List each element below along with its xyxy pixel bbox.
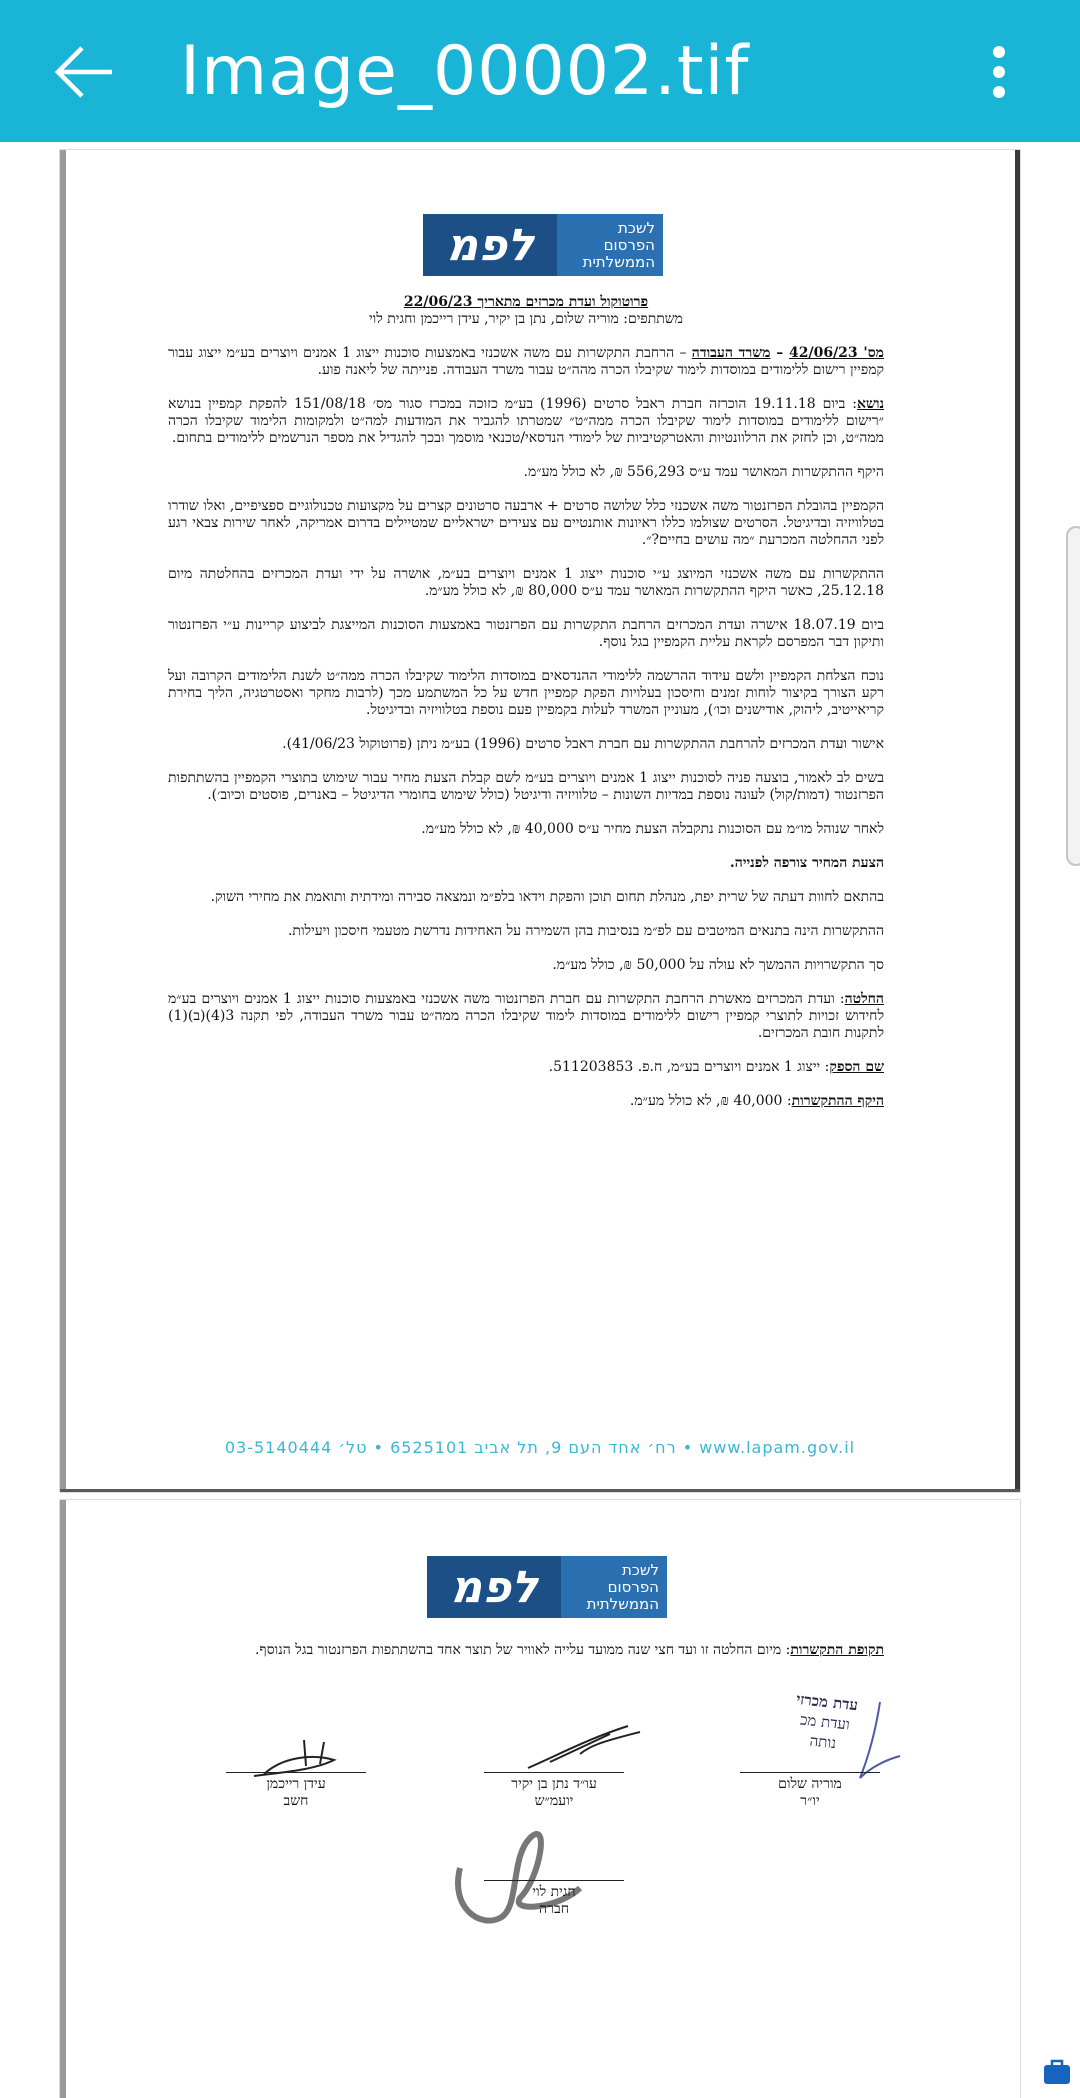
document-page-2 <box>60 1500 1020 2098</box>
subject-paragraph: נושא: ביום 19.11.18 הוכרזה חברת ראבל סרטים (1996) בע״מ כזוכה במכרז סגור מס׳ 151/08/18 להפקת קמפיין בנושא ״רישום ללימודים במוסדות לימוד שקיבלו הכרה ממה״ט״ שמטרתו להגביר את המודעות למה״ט ולמקומות הלימוד שקיבלו הכרה ממה״ט, וכן לחזק את הרלוונטיות והאטרקטיביות של לימודי הנדסאי/טכנאי מוסמך ובכך להגדיל את מספר הנרשמים ללימודים בתחום. <box>168 396 885 446</box>
item-ministry: משרד העבודה <box>691 345 771 361</box>
contract-paragraph: ההתקשרות עם משה אשכנזי המיוצג ע״י סוכנות ייצוג 1 אמנים ויוצרים בע״מ, אושרה על ידי ועדת המכרזים בהחלטתה מיום 25.12.18, כאשר היקף ההתקשרות המאושר עמד ע״ס 80,000 ₪, לא כולל מע״מ. <box>168 566 884 599</box>
decision-paragraph: החלטה: ועדת המכרזים מאשרת הרחבת התקשרות עם חברת הפרזנטור משה אשכנזי באמצעות סוכנות ייצוג 1 אמנים ויוצרים בע״מ לחידוש זכויות לתוצרי קמפיין רישום ללימודים במוסדות לימוד שקיבלו הכרה ממה״ט עבור משרד העבודה, לפי תקנה 3(4)(ב)(1) לתקנות חובת המכרזים. <box>168 991 884 1041</box>
protocol-heading: פרוטוקול ועדת מכרזים מתאריך 22/06/23 <box>403 294 649 310</box>
lapam-logo <box>427 1556 667 1618</box>
page-footer: רח׳ אחד העם 9, תל אביב 6525101 • טל׳ 03-5140444 • www.lapam.gov.il <box>224 1438 856 1457</box>
more-vertical-icon[interactable] <box>984 44 1014 100</box>
scan-edge-left <box>60 150 66 1492</box>
amount-paragraph: היקף ההתקשרות: 40,000 ₪, לא כולל מע״מ. <box>629 1093 884 1109</box>
committee-stamp: עדת מכרזי ועדת מכ נותה <box>795 1689 859 1753</box>
signatory-chair: מוריה שלום יו״ר <box>740 1772 880 1810</box>
app-bar <box>0 0 1080 142</box>
success-paragraph: נוכח הצלחת הקמפיין ולשם עידוד ההרשמה ללימודי ההנדסאים במוסדות הלימוד שקיבלו הכרה ממה״ט לשנת הלימודים הקרובה ועל רקע הצורך בקיצור לוחות זמנים וחיסכון בעלויות הפקת קמפיין חדש על כל המשתמע מכך (לרבות מחקר ואסטרטגיה, הליך בחירת קריאייטיב, ליהוק, אודישנים וכו׳), מעוניין המשרד לעלות בקמפיין פעם נוספת בטלוויזיה ובדיגיטל. <box>168 668 884 718</box>
scrollbar-thumb[interactable] <box>1066 526 1080 866</box>
signatory-member: חגית לוי חברה <box>484 1880 624 1918</box>
signatory-legal-advisor: עו״ד נתן בן יקיר יועמ״ש <box>484 1772 624 1810</box>
file-title: Image_00002.tif <box>180 32 750 111</box>
signatory-accountant: עידן רייכמן חשב <box>226 1772 366 1810</box>
logo-subtext: לשכת הפרסום הממשלתית <box>557 214 663 276</box>
item-number: מס' 42/06/23 <box>788 345 884 361</box>
scan-edge-left <box>60 1500 66 2098</box>
logo-subtext: לשכת הפרסום הממשלתית <box>561 1556 667 1618</box>
logo-main-text: לפמ <box>423 214 557 276</box>
participants: משתתפים: מוריה שלום, נתן בן יקיר, עידן רייכמן וחגית לוי <box>369 311 683 327</box>
document-viewer[interactable] <box>0 142 1080 2098</box>
extension-paragraph: ביום 18.07.19 אישרה ועדת המכרזים הרחבת התקשרות עם הפרזנטור באמצעות הסוכנות המייצגת לביצוע קריינות ע״י הפרזנטור ותיקון דבר המפרסם לקראת עליית הקמפיין בגל נוסף. <box>168 617 885 650</box>
supplier-paragraph: שם הספק: ייצוג 1 אמנים ויוצרים בע״מ, ח.פ. 511203853. <box>548 1059 884 1075</box>
attached-paragraph: הצעת המחיר צורפה לפנייה. <box>729 855 884 871</box>
request-paragraph: בשים לב לאמור, בוצעה פניה לסוכנות ייצוג 1 אמנים ויוצרים בע״מ לשם קבלת הצעת מחיר עבור שימוש בתוצרי הקמפיין בהשתתפות הפרזנטור (דמות/קול) לעונה נוספת במדיות השונות – טלוויזיה ודיגיטל (כולל שימוש בחומרי הדיגיטל – באנרים, פוסטים וכיוב׳). <box>168 770 884 803</box>
approval-paragraph: אישור ועדת המכרזים להרחבת ההתקשרות עם חברת ראבל סרטים (1996) בע״מ ניתן (פרוטוקול 41/06/23). <box>282 736 884 752</box>
protocol-body <box>168 294 884 1127</box>
campaign-paragraph: הקמפיין בהובלת הפרזנטור משה אשכנזי כלל שלושה סרטים + ארבעה סרטונים קצרים על מקצועות טכנולוגיים ספציפיים, ואלו שודרו בטלוויזיה ובדיגיטל. הסרטים שצולמו כללו ראיונות אותנטיים עם צעירים ישראליים שמטיילים בדרום אמריקה, לאחר שירות צבאי רגע לפני ההחלטה המכרעת ״מה עושים בחיים?״. <box>168 498 884 548</box>
item-paragraph: מס' 42/06/23 – משרד העבודה – הרחבת התקשרות עם משה אשכנזי באמצעות סוכנות ייצוג 1 אמנים ויוצרים בע״מ ייצוג עבור קמפיין רישום ללימודים במוסדות לימוד שקיבלו הכרה מהה״ט עבור משרד העבודה. פנייתה של ליאנה פוע. <box>168 345 884 378</box>
opinion-paragraph: בהתאם לחוות דעתה של שרית יפת, מנהלת תחום תוכן והפקת וידאו בלפ״מ ונמצאה סבירה ומידתית ותואמת את מחירי השוק. <box>210 889 884 905</box>
lapam-logo <box>423 214 663 276</box>
briefcase-icon[interactable] <box>1042 2056 1072 2086</box>
total-paragraph: סך התקשרויות ההמשך לא עולה על 50,000 ₪, כולל מע״מ. <box>552 957 884 973</box>
signature-legal <box>520 1724 650 1774</box>
logo-main-text: לפמ <box>427 1556 561 1618</box>
arrow-left-icon[interactable] <box>52 42 116 102</box>
period-paragraph: תקופת התקשרות: מיום החלטה זו ועד חצי שנה ממועד עלייה לאוויר של תוצר אחד בהשתתפות הפרזנטור בגל הנוסף. <box>254 1642 884 1658</box>
scan-edge-bottom <box>60 1489 1020 1492</box>
scan-edge-right <box>1015 150 1020 1492</box>
document-page-1 <box>60 150 1020 1492</box>
signature-member <box>440 1818 590 1938</box>
scope-paragraph: היקף ההתקשרות המאושר עמד ע״ס 556,293 ₪, לא כולל מע״מ. <box>523 464 884 480</box>
offer-paragraph: לאחר שנוהל מו״מ עם הסוכנות נתקבלה הצעת מחיר ע״ס 40,000 ₪, לא כולל מע״מ. <box>421 821 884 837</box>
terms-paragraph: ההתקשרות הינה בתנאים המיטבים עם לפ״מ בנסיבות בהן השמירה על האחידות נדרשת מטעמי חיסכון ויעילות. <box>287 923 884 939</box>
